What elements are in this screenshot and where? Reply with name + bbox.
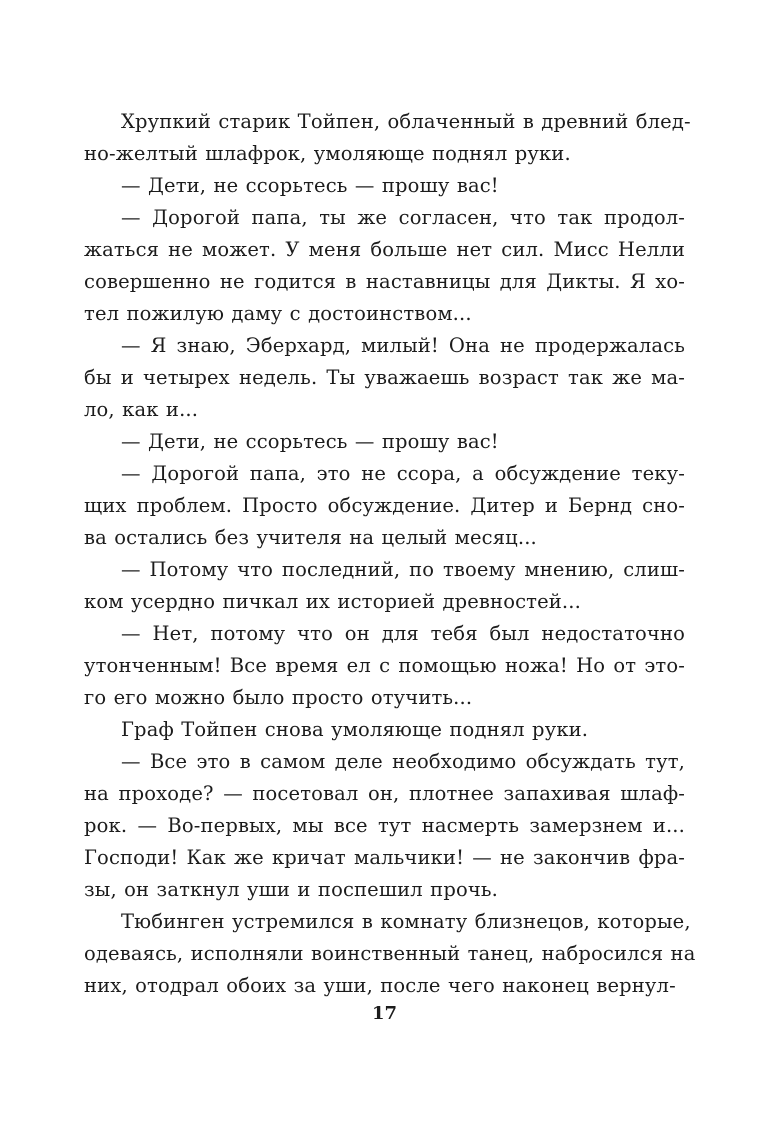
paragraph: [84, 106, 691, 170]
text-line: — Я знаю, Эберхард, милый! Она не продержалась: [121, 334, 685, 357]
paragraph: [84, 906, 696, 1002]
text-line: — Дети, не ссорьтесь — прошу вас!: [121, 430, 499, 453]
text-line: жаться не может. У меня больше нет сил. Мисс Нелли: [84, 238, 685, 261]
text-line: ва остались без учителя на целый месяц...: [84, 526, 537, 549]
text-line: но-желтый шлафрок, умоляюще поднял руки.: [84, 142, 571, 165]
text-line: го его можно было просто отучить...: [84, 686, 473, 709]
paragraph: [84, 714, 685, 746]
paragraph: [84, 426, 685, 458]
paragraph: [84, 618, 685, 714]
text-block: [84, 106, 696, 1002]
text-line: утонченным! Все время ел с помощью ножа! Но от это-: [84, 654, 685, 677]
text-line: ком усердно пичкал их историей древностей...: [84, 590, 581, 613]
text-line: — Дорогой папа, ты же согласен, что так продол-: [121, 206, 685, 229]
text-line: — Нет, потому что он для тебя был недостаточно: [121, 622, 685, 645]
paragraph: [84, 554, 685, 618]
paragraph: [84, 202, 685, 330]
text-line: Граф Тойпен снова умоляюще поднял руки.: [121, 718, 589, 741]
text-line: одеваясь, исполняли воинственный танец, набросился на: [84, 942, 696, 965]
text-line: Господи! Как же кричат мальчики! — не закончив фра-: [84, 846, 685, 869]
text-line: Тюбинген устремился в комнату близнецов, которые,: [121, 910, 691, 933]
text-line: — Дети, не ссорьтесь — прошу вас!: [121, 174, 499, 197]
text-line: на проходе? — посетовал он, плотнее запахивая шлаф-: [84, 782, 685, 805]
text-line: ло, как и...: [84, 398, 199, 421]
page-number: 17: [371, 1003, 398, 1024]
text-line: рок. — Во-первых, мы все тут насмерть замерзнем и...: [84, 814, 685, 837]
text-line: — Дорогой папа, это не ссора, а обсуждение теку-: [121, 462, 685, 485]
text-line: них, отодрал обоих за уши, после чего наконец вернул-: [84, 974, 676, 997]
text-line: — Все это в самом деле необходимо обсуждать тут,: [121, 750, 685, 773]
text-line: Хрупкий старик Тойпен, облаченный в древний блед-: [121, 110, 691, 133]
text-line: щих проблем. Просто обсуждение. Дитер и Бернд сно-: [84, 494, 685, 517]
paragraph: [84, 458, 685, 554]
text-line: совершенно не годится в наставницы для Дикты. Я хо-: [84, 270, 685, 293]
paragraph: [84, 170, 685, 202]
text-line: тел пожилую даму с достоинством...: [84, 302, 472, 325]
text-line: бы и четырех недель. Ты уважаешь возраст так же ма-: [84, 366, 685, 389]
paragraph: [84, 746, 685, 906]
text-line: зы, он заткнул уши и поспешил прочь.: [84, 878, 499, 901]
text-line: — Потому что последний, по твоему мнению, слиш-: [121, 558, 685, 581]
paragraph: [84, 330, 685, 426]
